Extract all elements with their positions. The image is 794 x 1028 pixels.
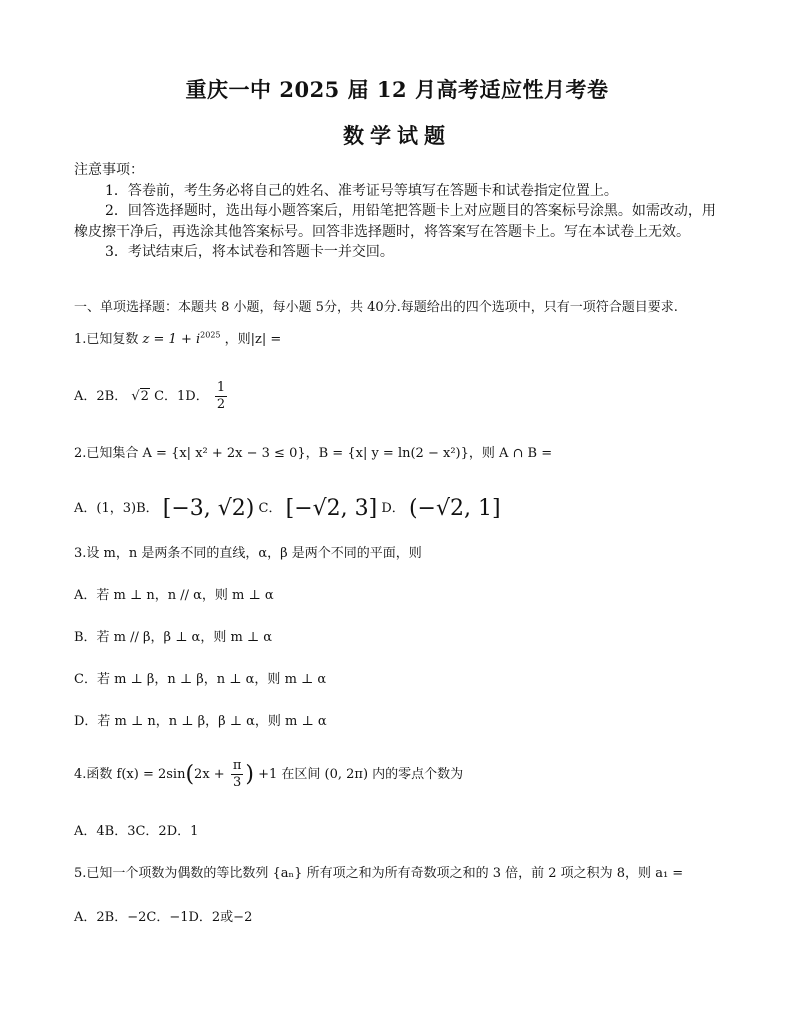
question-5-stem: 5.已知一个项数为偶数的等比数列 {aₙ} 所有项之和为所有奇数项之和的 3 倍，前 2 项之积为 8，则 a₁ = [74, 866, 684, 881]
q1-option-ab: A．2B． [74, 389, 128, 404]
q2-option-ab: A．(1，3)B． [74, 501, 159, 516]
q1-prefix: 1.已知复数 [74, 332, 139, 347]
question-3-option-d: D．若 m ⊥ n，n ⊥ β，β ⊥ α，则 m ⊥ α [74, 714, 327, 729]
q1-exponent: 2025 [200, 330, 221, 340]
question-2-options [74, 496, 501, 521]
q4-prefix: 4.函数 f(x) = 2sin [74, 767, 186, 782]
q1-option-b-sqrt: √2 [131, 389, 149, 404]
question-2-stem: 2.已知集合 A = {x| x² + 2x − 3 ≤ 0}，B = {x| y = ln(2 − x²)}，则 A ∩ B = [74, 446, 553, 461]
question-4-stem: 4.函数 f(x) = 2sin(2x + $\frac{\pi}{3}$ ) +1 在区间 (0, 2π) 内的零点个数为 [74, 758, 464, 790]
question-3-option-a: A．若 m ⊥ n，n // α，则 m ⊥ α [74, 588, 274, 603]
q2-option-d: (−√2, 1] [408, 496, 501, 521]
q2-option-b: [−3, √2) [162, 496, 255, 521]
exam-subtitle: 数学试题 [343, 123, 451, 148]
q1-option-d-fraction: $\frac{1}{2}$ [216, 380, 226, 412]
notice-item-2: 2．回答选择题时，选出每小题答案后，用铅笔把答题卡上对应题目的答案标号涂黑。如需改动，用橡皮擦干净后，再选涂其他答案标号。回答非选择题时，将答案写在答题卡上。写在本试卷上无效。 [74, 203, 716, 240]
q4-suffix: +1 在区间 (0, 2π) 内的零点个数为 [258, 767, 464, 782]
question-5-options: A．2B．−2C．−1D．2或−2 [74, 910, 253, 925]
notice-block [74, 160, 724, 263]
question-3-stem: 3.设 m，n 是两条不同的直线，α，β 是两个不同的平面，则 [74, 546, 422, 561]
question-3-option-b: B．若 m // β，β ⊥ α，则 m ⊥ α [74, 630, 273, 645]
notice-heading: 注意事项： [74, 162, 144, 178]
q1-expr: z = 1 + i [142, 332, 201, 347]
notice-item-3: 3．考试结束后，将本试卷和答题卡一并交回。 [105, 244, 394, 260]
q1-option-cd: C．1D． [154, 389, 209, 404]
section-heading: 一、单项选择题：本题共 8 小题，每小题 5分，共 40分.每题给出的四个选项中，只有一项符合题目要求. [74, 300, 678, 315]
q2-option-c: [−√2, 3] [285, 496, 378, 521]
q2-option-d-label: D． [381, 501, 405, 516]
question-4-options: A．4B．3C．2D．1 [74, 824, 199, 839]
question-1-stem [74, 328, 281, 347]
q4-inner: 2x + [194, 767, 225, 782]
q1-suffix: ，则|z| = [224, 332, 282, 347]
question-3-option-c: C．若 m ⊥ β，n ⊥ β，n ⊥ α，则 m ⊥ α [74, 672, 327, 687]
q2-option-c-label: C． [258, 501, 282, 516]
q4-fraction: $\frac{\pi}{3}$ [232, 758, 242, 790]
exam-title: 重庆一中 2025 届 12 月高考适应性月考卷 [185, 77, 609, 102]
question-1-options [74, 380, 229, 413]
notice-item-1: 1．答卷前，考生务必将自己的姓名、准考证号等填写在答题卡和试卷指定位置上。 [105, 182, 618, 199]
